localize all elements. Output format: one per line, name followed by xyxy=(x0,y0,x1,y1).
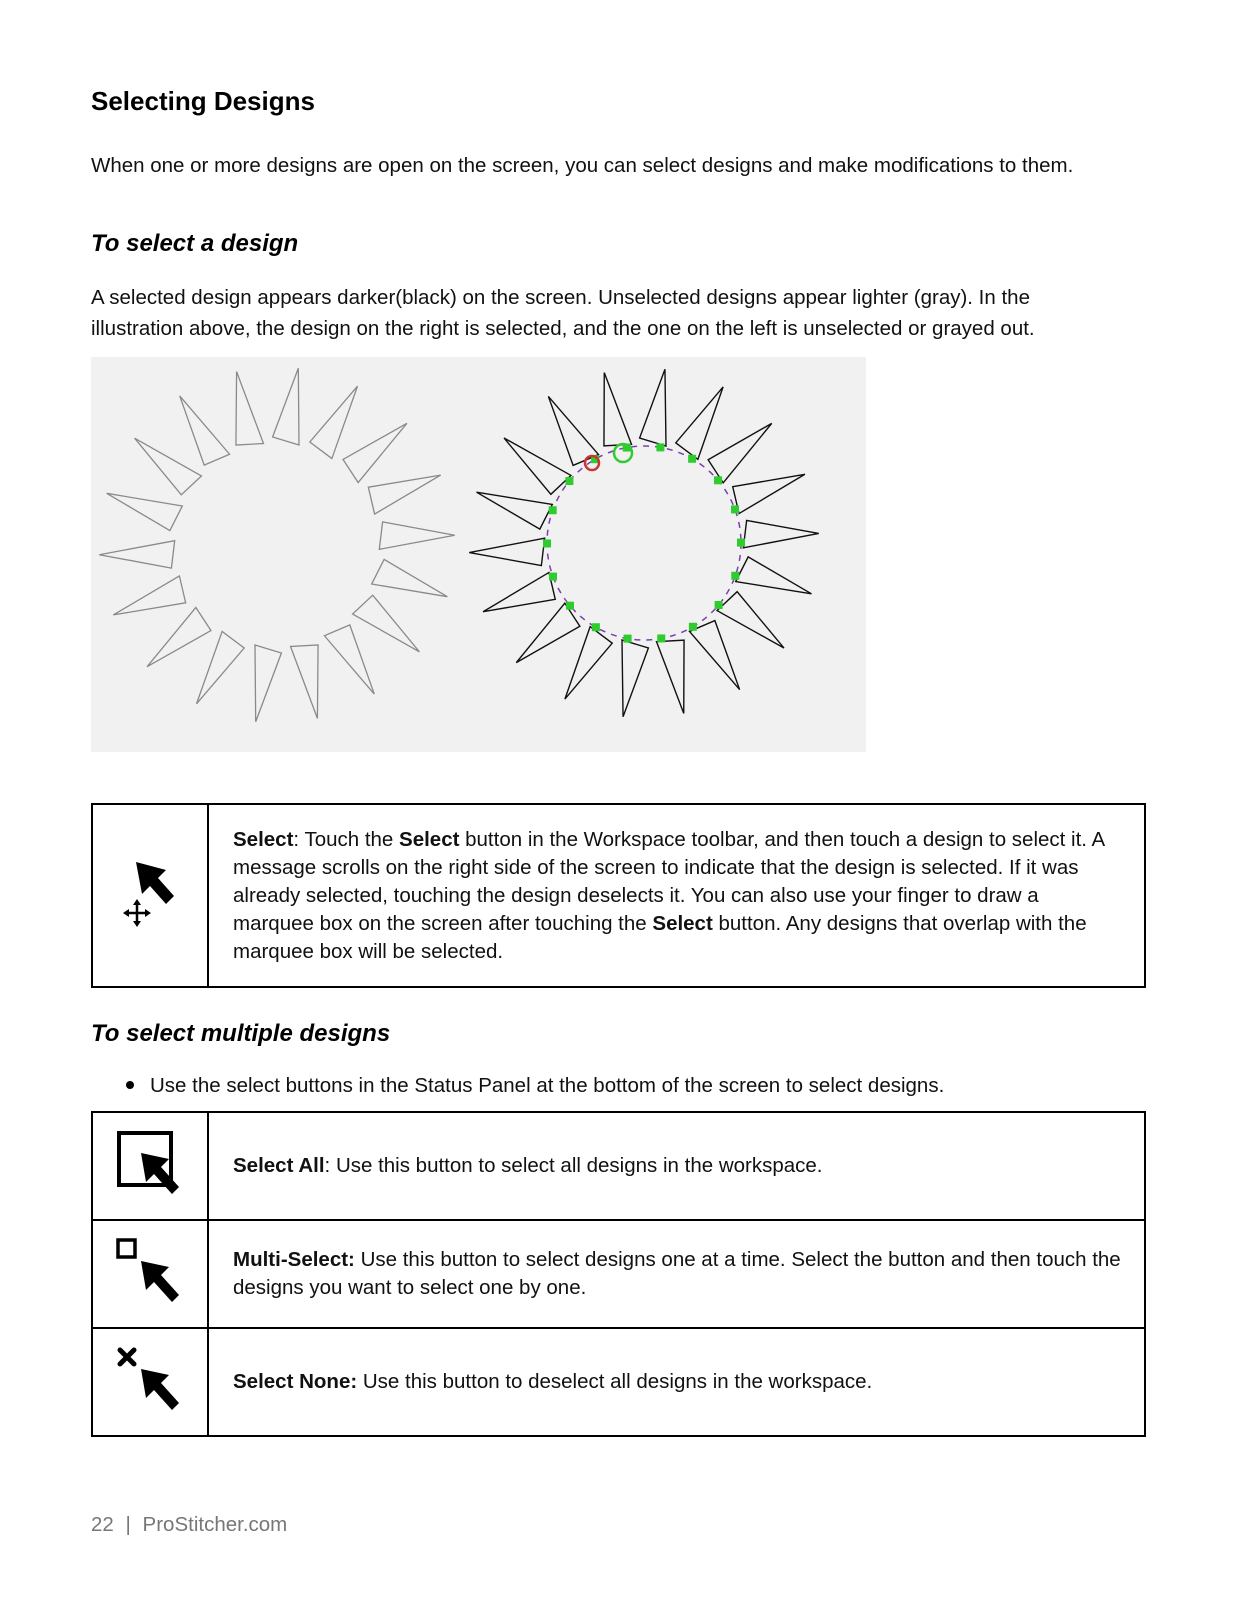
selected-design-triangle xyxy=(483,572,555,611)
selected-design-triangle xyxy=(504,438,571,494)
select-text-3: button. Any designs that overlap with the marquee box will be selected. xyxy=(233,911,1087,963)
unselected-design-triangle xyxy=(113,576,185,615)
stitch-path xyxy=(547,446,741,640)
select-sep: : xyxy=(293,827,305,851)
table-row xyxy=(92,1112,1145,1220)
unselected-design-triangle xyxy=(147,607,211,666)
select-all-label: Select All xyxy=(233,1154,325,1177)
path-node xyxy=(737,539,745,547)
multi-select-label: Multi-Select: xyxy=(233,1248,355,1271)
unselected-design-triangle xyxy=(353,595,420,652)
unselected-design-triangle xyxy=(273,368,299,445)
table-row xyxy=(92,1328,1145,1436)
unselected-design-triangle xyxy=(99,541,174,568)
select-all-description xyxy=(208,1112,1145,1220)
select-none-label: Select None: xyxy=(233,1370,358,1393)
select-none-text: Use this button to deselect all designs in the workspace. xyxy=(362,1370,873,1393)
selected-design-triangle xyxy=(736,557,812,594)
selected-design-triangle xyxy=(516,603,580,662)
unselected-design-triangle xyxy=(135,438,202,495)
select-none-icon-cell xyxy=(92,1328,208,1436)
unselected-design-triangle xyxy=(180,396,230,465)
selected-design-triangle xyxy=(565,627,612,699)
bullet-text: Use the select buttons in the Status Panel at the bottom of the screen to select designs. xyxy=(150,1074,945,1097)
path-node xyxy=(656,443,664,451)
bullet-item xyxy=(126,1074,944,1098)
selected-design-triangle xyxy=(676,387,723,459)
select-all-sep: : xyxy=(324,1154,336,1177)
footer-site: ProStitcher.com xyxy=(142,1513,288,1536)
designs-illustration-svg xyxy=(91,357,866,752)
path-node xyxy=(731,505,739,513)
intro-paragraph: When one or more designs are open on the screen, you can select designs and make modifications to them. xyxy=(91,154,1074,177)
selected-design-triangle xyxy=(689,621,739,690)
selected-design-triangle xyxy=(640,369,666,446)
select-description xyxy=(208,804,1145,987)
path-node xyxy=(549,506,557,514)
select-text-2: button in the Workspace toolbar, and then touch a design to select it. A message scrolls on the right side of the screen to indicate that the design is selected. If it was already selected, touching the design deselects it. You can also use your finger to draw a marquee box on the screen after touching the xyxy=(233,827,1105,935)
path-node xyxy=(715,601,723,609)
bullet-dot xyxy=(126,1081,134,1089)
unselected-design-triangle xyxy=(291,645,319,718)
path-node xyxy=(543,539,551,547)
select-bold-2: Select xyxy=(652,911,713,935)
table-row xyxy=(92,1220,1145,1328)
unselected-design-triangle xyxy=(197,631,245,703)
path-node xyxy=(565,477,573,485)
selected-design-triangle xyxy=(604,373,632,446)
multi-select-icon xyxy=(115,1237,185,1307)
unselected-design-triangle xyxy=(368,475,440,514)
select-text-1: Touch the xyxy=(304,827,400,851)
multi-select-description xyxy=(208,1220,1145,1328)
select-bold-1: Select xyxy=(399,827,460,851)
select-none-icon xyxy=(115,1345,185,1415)
section-heading-select-multiple: To select multiple designs xyxy=(91,1020,391,1047)
multi-select-text: Use this button to select designs one at a time. Select the button and then touch the designs you want to select one by one. xyxy=(233,1248,1121,1299)
path-node xyxy=(714,476,722,484)
select-none-description xyxy=(208,1328,1145,1436)
footer-separator: | xyxy=(125,1513,131,1536)
select-label: Select xyxy=(233,827,294,851)
page-title: Selecting Designs xyxy=(91,86,315,116)
path-node xyxy=(689,623,697,631)
selected-design-triangle xyxy=(469,538,544,565)
path-node xyxy=(566,602,574,610)
unselected-design-triangle xyxy=(236,372,264,445)
selected-design-triangle xyxy=(657,640,685,713)
multi-select-icon-cell xyxy=(92,1220,208,1328)
page-number: 22 xyxy=(91,1513,114,1536)
section-heading-select-design: To select a design xyxy=(91,230,299,257)
unselected-design-triangle xyxy=(107,493,183,530)
table-row xyxy=(92,804,1145,987)
select-buttons-table xyxy=(91,1111,1146,1437)
path-node xyxy=(688,455,696,463)
selected-design-triangle xyxy=(622,640,648,717)
path-node xyxy=(624,635,632,643)
select-all-icon-cell xyxy=(92,1112,208,1220)
path-node xyxy=(657,634,665,642)
unselected-design-triangle xyxy=(324,625,374,694)
designs-illustration xyxy=(91,357,866,752)
path-node xyxy=(731,572,739,580)
path-node xyxy=(592,623,600,631)
selected-design-triangle xyxy=(733,474,805,513)
select-arrow-move-icon xyxy=(120,858,180,928)
unselected-design-triangle xyxy=(255,645,281,722)
unselected-design-triangle xyxy=(343,423,407,482)
select-tool-table xyxy=(91,803,1146,988)
select-all-icon xyxy=(115,1129,185,1199)
selected-design-triangle xyxy=(477,492,553,529)
unselected-design-triangle xyxy=(372,559,448,596)
unselected-design-triangle xyxy=(379,522,454,549)
page-footer xyxy=(91,1513,287,1537)
selected-design-triangle xyxy=(743,520,818,547)
select-design-paragraph: A selected design appears darker(black) on the screen. Unselected designs appear lighter (gray). In the illustration above, the design on the right is selected, and the one on the left is unselected or grayed out. xyxy=(91,286,1035,340)
selected-design-triangle xyxy=(708,423,772,482)
selected-design-triangle xyxy=(717,592,784,648)
unselected-design-triangle xyxy=(310,386,358,458)
path-node xyxy=(549,573,557,581)
select-icon-cell xyxy=(92,804,208,987)
select-all-text: Use this button to select all designs in the workspace. xyxy=(335,1154,823,1177)
